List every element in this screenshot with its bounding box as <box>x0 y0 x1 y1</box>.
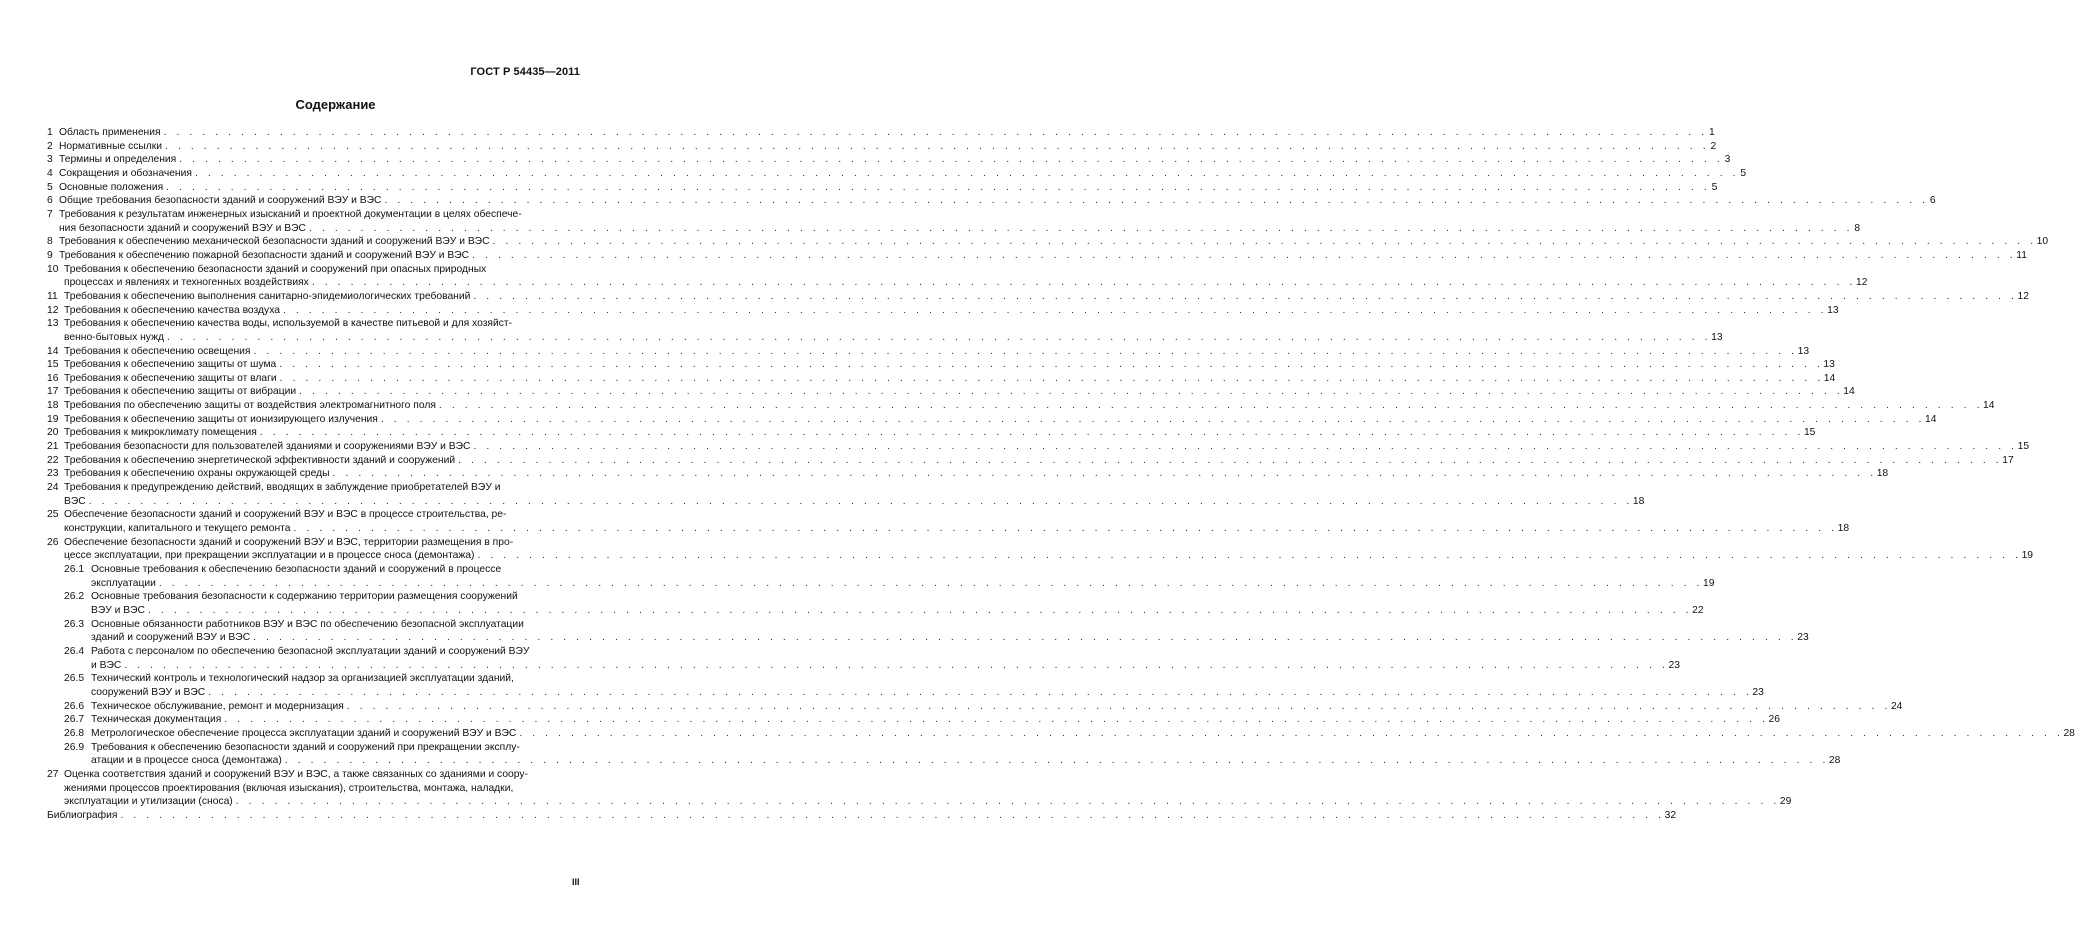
toc-entry-body <box>59 249 2027 263</box>
toc-entry-body <box>91 618 1809 645</box>
toc-entry-body <box>59 181 1718 195</box>
toc-entry-body <box>91 727 2075 741</box>
toc-entry[interactable] <box>47 167 1747 181</box>
toc-entry-page: 23 <box>1668 659 1680 671</box>
toc-entry-number: 26.2 <box>64 591 85 603</box>
toc-entry-line <box>64 413 1937 427</box>
dot-leader: . . . . . . . . . . . . . . . . . . . . . . . . . . . . . . . . . . . . . . . . . . . . . . . . . . . . . . . . . . . . . . . . . . . . . . . . . . . . . . . . . . . . . . . . . . . . . . . . . . . . . . . . . . . . . . . . . . . . . . . . <box>120 809 1665 821</box>
toc-entry-body <box>64 358 1835 372</box>
toc-entry-line <box>91 659 1680 673</box>
toc-entry-title: Требования к обеспечению безопасности зданий и сооружений при опасных природных <box>64 263 487 275</box>
dot-leader: . . . . . . . . . . . . . . . . . . . . . . . . . . . . . . . . . . . . . . . . . . . . . . . . . . . . . . . . . . . . . . . . . . . . . . . . . . . . . . . . . . . . . . . . . . . . . . . . . . . . . . . . . . . . . . . . . . . . . . . . <box>166 181 1711 193</box>
dot-leader: . . . . . . . . . . . . . . . . . . . . . . . . . . . . . . . . . . . . . . . . . . . . . . . . . . . . . . . . . . . . . . . . . . . . . . . . . . . . . . . . . . . . . . . . . . . . . . . . . . . . . . . . . . . . . . . . . . . . . . . . <box>148 604 1693 616</box>
toc-entry[interactable] <box>47 563 1715 590</box>
toc-entry[interactable] <box>47 413 1937 427</box>
toc-entry-line <box>91 713 1780 727</box>
toc-entry-title: Оценка соответствия зданий и сооружений ВЭУ и ВЭС, а также связанных со зданиями и соору- <box>64 768 528 780</box>
toc-entry-body <box>64 413 1937 427</box>
toc-entry-body <box>59 167 1747 181</box>
dot-leader: . . . . . . . . . . . . . . . . . . . . . . . . . . . . . . . . . . . . . . . . . . . . . . . . . . . . . . . . . . . . . . . . . . . . . . . . . . . . . . . . . . . . . . . . . . . . . . . . . . . . . . . . . . . . . . . . . . . . . . . . <box>458 454 2003 466</box>
toc-entry-title: Требования к обеспечению защиты от вибрации <box>64 386 297 398</box>
toc-entry-page: 13 <box>1711 331 1723 343</box>
toc-entry-page: 15 <box>2017 441 2030 453</box>
toc-entry-line <box>64 372 1836 386</box>
toc-entry-page: 14 <box>1843 386 1855 398</box>
toc-entry-title: Работа с персоналом по обеспечению безопасной эксплуатации зданий и сооружений ВЭУ <box>91 645 530 657</box>
toc-entry-line <box>91 563 583 577</box>
toc-bibliography[interactable] <box>47 809 1677 823</box>
toc-entry-title: Требования к результатам инженерных изысканий и проектной документации в целях обеспече- <box>59 208 522 220</box>
toc-entry-body <box>59 140 1717 154</box>
toc-entry[interactable] <box>47 467 1889 481</box>
toc-entry-body <box>64 454 2014 468</box>
toc-entry[interactable] <box>47 140 1717 154</box>
toc-entry-body <box>64 768 1792 809</box>
toc-entry-title: Требования к обеспечению защиты от ионизирующего излучения <box>64 413 378 425</box>
dot-leader: . . . . . . . . . . . . . . . . . . . . . . . . . . . . . . . . . . . . . . . . . . . . . . . . . . . . . . . . . . . . . . . . . . . . . . . . . . . . . . . . . . . . . . . . . . . . . . . . . . . . . . . . . . . . . . . . . . . . . . . . <box>477 550 2022 562</box>
toc-entry-title: Сокращения и обозначения <box>59 167 192 179</box>
toc-entry-line <box>64 358 1835 372</box>
toc-entry-number: 5 <box>47 181 53 193</box>
toc-entry-title: Требования к обеспечению механической безопасности зданий и сооружений ВЭУ и ВЭС <box>59 236 490 248</box>
toc-entry-number: 21 <box>47 441 59 453</box>
dot-leader: . . . . . . . . . . . . . . . . . . . . . . . . . . . . . . . . . . . . . . . . . . . . . . . . . . . . . . . . . . . . . . . . . . . . . . . . . . . . . . . . . . . . . . . . . . . . . . . . . . . . . . . . . . . . . . . . . . . . . . . . <box>163 127 1708 138</box>
toc-entry-number: 16 <box>47 372 59 384</box>
toc-entry-title: жениями процессов проектирования (включая изыскания), строительства, монтажа, наладки, <box>64 782 514 794</box>
toc-entry-page: 17 <box>2002 454 2014 466</box>
toc-entry-line <box>64 317 583 331</box>
toc-entry-line <box>64 782 583 796</box>
dot-leader: . . . . . . . . . . . . . . . . . . . . . . . . . . . . . . . . . . . . . . . . . . . . . . . . . . . . . . . . . . . . . . . . . . . . . . . . . . . . . . . . . . . . . . . . . . . . . . . . . . . . . . . . . . . . . . . . . . . . . . . . <box>279 372 1824 384</box>
toc-entry-line <box>91 604 1704 618</box>
toc-entry-line <box>64 385 1855 399</box>
toc-entry-title: ВЭУ и ВЭС <box>91 604 145 616</box>
toc-entry-body <box>64 290 2029 304</box>
toc-entry-body <box>91 700 1903 714</box>
toc-entry-line <box>64 345 1810 359</box>
dot-leader: . . . . . . . . . . . . . . . . . . . . . . . . . . . . . . . . . . . . . . . . . . . . . . . . . . . . . . . . . . . . . . . . . . . . . . . . . . . . . . . . . . . . . . . . . . . . . . . . . . . . . . . . . . . . . . . . . . . . . . . . <box>299 386 1844 398</box>
dot-leader: . . . . . . . . . . . . . . . . . . . . . . . . . . . . . . . . . . . . . . . . . . . . . . . . . . . . . . . . . . . . . . . . . . . . . . . . . . . . . . . . . . . . . . . . . . . . . . . . . . . . . . . . . . . . . . . . . . . . . . . . <box>384 195 1929 207</box>
toc-entry-page: 19 <box>2021 550 2034 562</box>
toc-entry[interactable] <box>47 263 1868 290</box>
toc-entry-page: 23 <box>1797 632 1809 644</box>
toc-entry-page: 28 <box>2063 727 2075 739</box>
toc-entry-line <box>59 181 1718 195</box>
toc-entry-title: эксплуатации и утилизации (сноса) <box>64 796 233 808</box>
toc-entry-title: Основные обязанности работников ВЭУ и ВЭС по обеспечению безопасной эксплуатации <box>91 618 524 630</box>
toc-entry-title: венно-бытовых нужд <box>64 331 164 343</box>
toc-entry[interactable] <box>47 727 2075 741</box>
toc-entry-line <box>64 495 1645 509</box>
toc-entry-title: Требования к предупреждению действий, вводящих в заблуждение приобретателей ВЭУ и <box>64 482 501 494</box>
toc-entry-line <box>64 522 1850 536</box>
page-number-footer: III <box>572 877 580 887</box>
toc-entry-line <box>64 467 1889 481</box>
toc-entry-body <box>59 194 1936 208</box>
toc-entry-page: 13 <box>1823 359 1835 371</box>
toc-entry-line <box>91 618 583 632</box>
toc-entry-number: 26.1 <box>64 564 85 575</box>
toc-entry-line <box>64 536 583 550</box>
toc-entry-body <box>64 426 1816 440</box>
toc-entry-number: 26.7 <box>64 714 85 726</box>
toc-entry-number: 26.8 <box>64 727 85 739</box>
toc-entry-body <box>64 399 1995 413</box>
toc-entry-title: Обеспечение безопасности зданий и сооружений ВЭУ и ВЭС в процессе строительства, ре- <box>64 509 507 521</box>
toc-entry[interactable] <box>47 249 2027 263</box>
toc-entry-title: ВЭС <box>64 495 86 507</box>
toc-entry-number: 8 <box>47 236 53 248</box>
dot-leader: . . . . . . . . . . . . . . . . . . . . . . . . . . . . . . . . . . . . . . . . . . . . . . . . . . . . . . . . . . . . . . . . . . . . . . . . . . . . . . . . . . . . . . . . . . . . . . . . . . . . . . . . . . . . . . . . . . . . . . . . <box>438 400 1984 412</box>
dot-leader: . . . . . . . . . . . . . . . . . . . . . . . . . . . . . . . . . . . . . . . . . . . . . . . . . . . . . . . . . . . . . . . . . . . . . . . . . . . . . . . . . . . . . . . . . . . . . . . . . . . . . . . . . . . . . . . . . . . . . . . . <box>380 413 1926 425</box>
toc-entry-body <box>91 741 1841 768</box>
dot-leader: . . . . . . . . . . . . . . . . . . . . . . . . . . . . . . . . . . . . . . . . . . . . . . . . . . . . . . . . . . . . . . . . . . . . . . . . . . . . . . . . . . . . . . . . . . . . . . . . . . . . . . . . . . . . . . . . . . . . . . . . <box>284 755 1829 767</box>
toc-entry-page: 14 <box>1823 372 1836 384</box>
toc-entry-number: 10 <box>47 263 59 275</box>
dot-leader: . . . . . . . . . . . . . . . . . . . . . . . . . . . . . . . . . . . . . . . . . . . . . . . . . . . . . . . . . . . . . . . . . . . . . . . . . . . . . . . . . . . . . . . . . . . . . . . . . . . . . . . . . . . . . . . . . . . . . . . . <box>208 686 1753 698</box>
toc-entry-number: 9 <box>47 249 53 261</box>
dot-leader: . . . . . . . . . . . . . . . . . . . . . . . . . . . . . . . . . . . . . . . . . . . . . . . . . . . . . . . . . . . . . . . . . . . . . . . . . . . . . . . . . . . . . . . . . . . . . . . . . . . . . . . . . . . . . . . . . . . . . . . . <box>308 222 1854 234</box>
toc-entry-line <box>91 645 583 659</box>
toc-entry-number: 15 <box>47 359 59 371</box>
toc-entry-page: 14 <box>1983 400 1995 412</box>
toc-entry[interactable] <box>47 454 2014 468</box>
toc-entry[interactable] <box>47 181 1718 195</box>
toc-entry-line <box>64 399 1995 413</box>
toc-entry-title: Требования по обеспечению защиты от воздействия электромагнитного поля <box>64 400 436 412</box>
toc-entry-body <box>59 153 1731 167</box>
toc-entry-number: 19 <box>47 413 59 425</box>
dot-leader: . . . . . . . . . . . . . . . . . . . . . . . . . . . . . . . . . . . . . . . . . . . . . . . . . . . . . . . . . . . . . . . . . . . . . . . . . . . . . . . . . . . . . . . . . . . . . . . . . . . . . . . . . . . . . . . . . . . . . . . . <box>311 277 1856 289</box>
toc-entry-title: ния безопасности зданий и сооружений ВЭУ и ВЭС <box>59 222 306 234</box>
toc-entry-title: Требования к обеспечению выполнения санитарно-эпидемиологических требований <box>64 290 471 302</box>
toc-entry[interactable] <box>47 440 2030 454</box>
toc-entry[interactable] <box>47 304 1839 318</box>
toc-entry-title: зданий и сооружений ВЭУ и ВЭС <box>91 632 251 644</box>
toc-entry-title: Требования к обеспечению энергетической эффективности зданий и сооружений <box>64 454 456 466</box>
dot-leader: . . . . . . . . . . . . . . . . . . . . . . . . . . . . . . . . . . . . . . . . . . . . . . . . . . . . . . . . . . . . . . . . . . . . . . . . . . . . . . . . . . . . . . . . . . . . . . . . . . . . . . . . . . . . . . . . . . . . . . . . <box>179 154 1724 166</box>
toc-entry[interactable] <box>47 399 1995 413</box>
toc-entry-body <box>64 372 1836 386</box>
toc-entry-line <box>64 440 2030 454</box>
toc-entry[interactable] <box>47 358 1835 372</box>
toc-entry-title: Основные требования безопасности к содержанию территории размещения сооружений <box>91 591 518 603</box>
standard-number: ГОСТ Р 54435—2011 <box>470 66 580 78</box>
toc-entry-page: 22 <box>1692 604 1704 616</box>
toc-entry[interactable] <box>47 290 2029 304</box>
toc-entry-number: 26.5 <box>64 673 85 685</box>
toc-entry-title: Требования к обеспечению охраны окружающей среды <box>64 468 330 480</box>
toc-entry-title: конструкции, капитального и текущего ремонта <box>64 523 291 535</box>
toc-entry[interactable] <box>47 426 1816 440</box>
dot-leader: . . . . . . . . . . . . . . . . . . . . . . . . . . . . . . . . . . . . . . . . . . . . . . . . . . . . . . . . . . . . . . . . . . . . . . . . . . . . . . . . . . . . . . . . . . . . . . . . . . . . . . . . . . . . . . . . . . . . . . . . <box>473 441 2018 453</box>
toc-entry-title: Термины и определения <box>59 154 177 166</box>
dot-leader: . . . . . . . . . . . . . . . . . . . . . . . . . . . . . . . . . . . . . . . . . . . . . . . . . . . . . . . . . . . . . . . . . . . . . . . . . . . . . . . . . . . . . . . . . . . . . . . . . . . . . . . . . . . . . . . . . . . . . . . . <box>492 236 2037 248</box>
toc-entry-page: 12 <box>1855 277 1868 289</box>
dot-leader: . . . . . . . . . . . . . . . . . . . . . . . . . . . . . . . . . . . . . . . . . . . . . . . . . . . . . . . . . . . . . . . . . . . . . . . . . . . . . . . . . . . . . . . . . . . . . . . . . . . . . . . . . . . . . . . . . . . . . . . . <box>165 140 1710 152</box>
toc-entry-page: 26 <box>1768 714 1780 726</box>
toc-entry-number: 22 <box>47 454 59 466</box>
toc-entry[interactable] <box>47 645 1680 672</box>
toc-entry-body <box>91 563 1715 590</box>
table-of-contents <box>47 126 2075 822</box>
toc-entry[interactable] <box>47 385 1855 399</box>
toc-entry-line <box>91 590 583 604</box>
toc-entry-line <box>64 508 583 522</box>
toc-entry-line <box>64 795 1792 809</box>
toc-entry-body <box>64 304 1839 318</box>
toc-entry-number: 26 <box>47 536 59 548</box>
toc-entry-line <box>91 631 1809 645</box>
toc-entry-line <box>59 222 1861 236</box>
toc-entry-body <box>64 385 1855 399</box>
toc-entry-number: 20 <box>47 427 59 439</box>
toc-entry-title: цессе эксплуатации, при прекращении эксплуатации и в процессе сноса (демонтажа) <box>64 550 475 562</box>
toc-entry-line <box>64 276 1868 290</box>
toc-entry-page: 10 <box>2036 236 2049 248</box>
toc-entry-body <box>64 467 1889 481</box>
toc-entry-title: Основные положения <box>59 181 164 193</box>
toc-entry[interactable] <box>47 741 1841 768</box>
toc-entry[interactable] <box>47 126 1715 140</box>
toc-entry-number: 18 <box>47 400 59 412</box>
toc-entry-page: 18 <box>1876 468 1889 480</box>
toc-entry[interactable] <box>47 672 1764 699</box>
toc-entry-title: Обеспечение безопасности зданий и сооружений ВЭУ и ВЭС, территории размещения в про- <box>64 536 514 548</box>
toc-entry[interactable] <box>47 713 1780 727</box>
toc-entry-title: Требования к обеспечению безопасности зданий и сооружений при прекращении эксплу- <box>91 741 520 753</box>
dot-leader: . . . . . . . . . . . . . . . . . . . . . . . . . . . . . . . . . . . . . . . . . . . . . . . . . . . . . . . . . . . . . . . . . . . . . . . . . . . . . . . . . . . . . . . . . . . . . . . . . . . . . . . . . . . . . . . . . . . . . . . . <box>279 359 1824 371</box>
toc-entry[interactable] <box>47 317 1723 344</box>
toc-entry-body <box>91 590 1704 617</box>
toc-entry-page: 3 <box>1724 154 1731 166</box>
toc-entry[interactable] <box>47 372 1836 386</box>
toc-entry-page: 5 <box>1740 167 1747 179</box>
toc-entry-body <box>64 481 1645 508</box>
dot-leader: . . . . . . . . . . . . . . . . . . . . . . . . . . . . . . . . . . . . . . . . . . . . . . . . . . . . . . . . . . . . . . . . . . . . . . . . . . . . . . . . . . . . . . . . . . . . . . . . . . . . . . . . . . . . . . . . . . . . . . . . <box>332 468 1877 480</box>
toc-entry-number: 1 <box>47 127 53 138</box>
toc-entry-title: Техническая документация <box>91 714 222 726</box>
toc-entry-number: 12 <box>47 304 59 316</box>
toc-entry[interactable] <box>47 194 1936 208</box>
toc-entry[interactable] <box>47 481 1645 508</box>
toc-entry-number: 24 <box>47 482 59 494</box>
toc-entry-page: 19 <box>1703 577 1715 589</box>
toc-entry-number: 2 <box>47 140 53 152</box>
toc-entry-page: 18 <box>1632 495 1645 507</box>
toc-entry-number: 26.3 <box>64 618 85 630</box>
toc-entry-number: 26.4 <box>64 645 85 657</box>
toc-entry-body <box>59 235 2049 249</box>
toc-entry-number: 13 <box>47 318 59 330</box>
toc-entry-title: Техническое обслуживание, ремонт и модернизация <box>91 700 344 712</box>
toc-entry-line <box>59 208 583 222</box>
toc-entry-line <box>59 235 2049 249</box>
toc-entry[interactable] <box>47 153 1731 167</box>
toc-entry-number: 26.6 <box>64 700 85 712</box>
toc-entry-page: 8 <box>1854 222 1861 234</box>
toc-entry-line <box>59 140 1717 154</box>
toc-entry-line <box>64 304 1839 318</box>
dot-leader: . . . . . . . . . . . . . . . . . . . . . . . . . . . . . . . . . . . . . . . . . . . . . . . . . . . . . . . . . . . . . . . . . . . . . . . . . . . . . . . . . . . . . . . . . . . . . . . . . . . . . . . . . . . . . . . . . . . . . . . . <box>473 290 2018 302</box>
toc-entry-line <box>64 454 2014 468</box>
toc-entry-number: 4 <box>47 167 53 179</box>
toc-entry-title: Общие требования безопасности зданий и сооружений ВЭУ и ВЭС <box>59 195 382 207</box>
toc-entry-page: 6 <box>1929 195 1936 207</box>
toc-entry-page: 13 <box>1797 345 1810 357</box>
dot-leader: . . . . . . . . . . . . . . . . . . . . . . . . . . . . . . . . . . . . . . . . . . . . . . . . . . . . . . . . . . . . . . . . . . . . . . . . . . . . . . . . . . . . . . . . . . . . . . . . . . . . . . . . . . . . . . . . . . . . . . . . <box>253 345 1798 357</box>
toc-entry-line <box>59 153 1731 167</box>
toc-entry-number: 14 <box>47 345 59 357</box>
toc-entry-line <box>91 672 583 686</box>
dot-leader: . . . . . . . . . . . . . . . . . . . . . . . . . . . . . . . . . . . . . . . . . . . . . . . . . . . . . . . . . . . . . . . . . . . . . . . . . . . . . . . . . . . . . . . . . . . . . . . . . . . . . . . . . . . . . . . . . . . . . . . . <box>472 249 2017 261</box>
toc-entry-page: 24 <box>1890 700 1903 712</box>
toc-entry-title: Требования к обеспечению защиты от влаги <box>64 372 277 384</box>
toc-entry-title: эксплуатации <box>91 577 156 589</box>
toc-entry-title: процессах и явлениях и техногенных воздействиях <box>64 277 309 289</box>
toc-entry-title: и ВЭС <box>91 659 122 671</box>
toc-entry-line <box>91 577 1715 591</box>
toc-entry-body <box>64 317 1723 344</box>
toc-entry[interactable] <box>47 208 1861 235</box>
toc-entry-title: атации и в процессе сноса (демонтажа) <box>91 755 282 767</box>
toc-entry-page: 15 <box>1803 427 1816 439</box>
toc-entry-line <box>64 481 583 495</box>
toc-entry-page: 13 <box>1827 304 1839 316</box>
toc-entry-body <box>91 645 1680 672</box>
toc-entry-line <box>64 768 583 782</box>
toc-entry-page: 23 <box>1752 686 1764 698</box>
toc-entry-page: 29 <box>1779 796 1792 808</box>
toc-entry[interactable] <box>47 235 2049 249</box>
bibliography-label: Библиография <box>47 809 118 821</box>
dot-leader: . . . . . . . . . . . . . . . . . . . . . . . . . . . . . . . . . . . . . . . . . . . . . . . . . . . . . . . . . . . . . . . . . . . . . . . . . . . . . . . . . . . . . . . . . . . . . . . . . . . . . . . . . . . . . . . . . . . . . . . . <box>293 523 1838 535</box>
toc-entry[interactable] <box>47 768 1792 809</box>
toc-entry-number: 11 <box>47 290 58 302</box>
toc-entry-title: Требования к обеспечению освещения <box>64 345 251 357</box>
toc-entry-page: 18 <box>1837 523 1850 535</box>
toc-entry-page: 1 <box>1708 127 1715 138</box>
toc-entry-body <box>64 508 1850 535</box>
toc-entry-title: Основные требования к обеспечению безопасности зданий и сооружений в процессе <box>91 564 502 575</box>
toc-entry-body <box>91 713 1780 727</box>
dot-leader: . . . . . . . . . . . . . . . . . . . . . . . . . . . . . . . . . . . . . . . . . . . . . . . . . . . . . . . . . . . . . . . . . . . . . . . . . . . . . . . . . . . . . . . . . . . . . . . . . . . . . . . . . . . . . . . . . . . . . . . . <box>253 632 1798 644</box>
toc-entry-number: 3 <box>47 154 53 166</box>
dot-leader: . . . . . . . . . . . . . . . . . . . . . . . . . . . . . . . . . . . . . . . . . . . . . . . . . . . . . . . . . . . . . . . . . . . . . . . . . . . . . . . . . . . . . . . . . . . . . . . . . . . . . . . . . . . . . . . . . . . . . . . . <box>282 304 1828 316</box>
toc-entry-title: сооружений ВЭУ и ВЭС <box>91 686 206 698</box>
toc-entry-line <box>64 549 2034 563</box>
toc-entry-body <box>59 126 1715 140</box>
toc-entry-title: Нормативные ссылки <box>59 140 163 152</box>
dot-leader: . . . . . . . . . . . . . . . . . . . . . . . . . . . . . . . . . . . . . . . . . . . . . . . . . . . . . . . . . . . . . . . . . . . . . . . . . . . . . . . . . . . . . . . . . . . . . . . . . . . . . . . . . . . . . . . . . . . . . . . . <box>88 495 1633 507</box>
toc-entry-page: 14 <box>1925 413 1937 425</box>
toc-entry-number: 6 <box>47 195 53 207</box>
dot-leader: . . . . . . . . . . . . . . . . . . . . . . . . . . . . . . . . . . . . . . . . . . . . . . . . . . . . . . . . . . . . . . . . . . . . . . . . . . . . . . . . . . . . . . . . . . . . . . . . . . . . . . . . . . . . . . . . . . . . . . . . <box>224 714 1769 726</box>
toc-entry-page: 5 <box>1711 181 1718 193</box>
toc-entry-line <box>59 249 2027 263</box>
toc-entry-page: 12 <box>2017 290 2029 302</box>
toc-entry-body <box>64 263 1868 290</box>
toc-entry-line <box>59 167 1747 181</box>
dot-leader: . . . . . . . . . . . . . . . . . . . . . . . . . . . . . . . . . . . . . . . . . . . . . . . . . . . . . . . . . . . . . . . . . . . . . . . . . . . . . . . . . . . . . . . . . . . . . . . . . . . . . . . . . . . . . . . . . . . . . . . . <box>166 331 1712 343</box>
page-title: Содержание <box>295 97 376 112</box>
toc-entry[interactable] <box>47 618 1809 645</box>
dot-leader: . . . . . . . . . . . . . . . . . . . . . . . . . . . . . . . . . . . . . . . . . . . . . . . . . . . . . . . . . . . . . . . . . . . . . . . . . . . . . . . . . . . . . . . . . . . . . . . . . . . . . . . . . . . . . . . . . . . . . . . . <box>158 577 1704 589</box>
toc-entry[interactable] <box>47 508 1850 535</box>
dot-leader: . . . . . . . . . . . . . . . . . . . . . . . . . . . . . . . . . . . . . . . . . . . . . . . . . . . . . . . . . . . . . . . . . . . . . . . . . . . . . . . . . . . . . . . . . . . . . . . . . . . . . . . . . . . . . . . . . . . . . . . . <box>259 427 1804 439</box>
toc-entry-line <box>59 126 1715 140</box>
toc-entry-line <box>64 263 583 277</box>
dot-leader: . . . . . . . . . . . . . . . . . . . . . . . . . . . . . . . . . . . . . . . . . . . . . . . . . . . . . . . . . . . . . . . . . . . . . . . . . . . . . . . . . . . . . . . . . . . . . . . . . . . . . . . . . . . . . . . . . . . . . . . . <box>124 659 1669 671</box>
dot-leader: . . . . . . . . . . . . . . . . . . . . . . . . . . . . . . . . . . . . . . . . . . . . . . . . . . . . . . . . . . . . . . . . . . . . . . . . . . . . . . . . . . . . . . . . . . . . . . . . . . . . . . . . . . . . . . . . . . . . . . . . <box>194 167 1740 179</box>
toc-entry-number: 25 <box>47 509 59 521</box>
toc-entry-line <box>91 727 2075 741</box>
dot-leader: . . . . . . . . . . . . . . . . . . . . . . . . . . . . . . . . . . . . . . . . . . . . . . . . . . . . . . . . . . . . . . . . . . . . . . . . . . . . . . . . . . . . . . . . . . . . . . . . . . . . . . . . . . . . . . . . . . . . . . . . <box>519 727 2064 739</box>
toc-entry-line <box>64 331 1723 345</box>
toc-entry-page: 28 <box>1828 755 1841 767</box>
toc-entry-title: Требования к обеспечению пожарной безопасности зданий и сооружений ВЭУ и ВЭС <box>59 249 470 261</box>
toc-entry-body <box>64 536 2034 563</box>
toc-entry-line <box>59 194 1936 208</box>
toc-entry-title: Требования безопасности для пользователей зданиями и сооружениями ВЭУ и ВЭС <box>64 441 471 453</box>
toc-entry-number: 27 <box>47 768 59 780</box>
toc-entry-line <box>64 290 2029 304</box>
toc-entry-title: Требования к обеспечению качества воды, используемой в качестве питьевой и для хозяйст- <box>64 318 513 330</box>
toc-entry-line <box>64 426 1816 440</box>
toc-entry-line <box>91 754 1841 768</box>
toc-entry-title: Технический контроль и технологический надзор за организацией эксплуатации зданий, <box>91 673 514 685</box>
toc-entry-title: Требования к обеспечению защиты от шума <box>64 359 277 371</box>
toc-entry-page: 2 <box>1710 140 1717 152</box>
dot-leader: . . . . . . . . . . . . . . . . . . . . . . . . . . . . . . . . . . . . . . . . . . . . . . . . . . . . . . . . . . . . . . . . . . . . . . . . . . . . . . . . . . . . . . . . . . . . . . . . . . . . . . . . . . . . . . . . . . . . . . . . <box>346 700 1891 712</box>
toc-entry-title: Требования к микроклимату помещения <box>64 427 257 439</box>
toc-entry[interactable] <box>47 536 2034 563</box>
toc-entry-body <box>59 208 1861 235</box>
toc-entry-number: 7 <box>47 208 53 220</box>
toc-entry-title: Область применения <box>59 127 161 138</box>
toc-entry[interactable] <box>47 590 1704 617</box>
toc-entry-line <box>91 741 583 755</box>
toc-entry-line <box>91 700 1903 714</box>
toc-entry-title: Требования к обеспечению качества воздуха <box>64 304 280 316</box>
bibliography-page: 32 <box>1664 809 1677 821</box>
toc-entry[interactable] <box>47 700 1903 714</box>
toc-entry-title: Метрологическое обеспечение процесса эксплуатации зданий и сооружений ВЭУ и ВЭС <box>91 727 517 739</box>
toc-entry-number: 17 <box>47 386 59 398</box>
toc-entry-body <box>64 440 2030 454</box>
toc-entry-line <box>91 686 1764 700</box>
dot-leader: . . . . . . . . . . . . . . . . . . . . . . . . . . . . . . . . . . . . . . . . . . . . . . . . . . . . . . . . . . . . . . . . . . . . . . . . . . . . . . . . . . . . . . . . . . . . . . . . . . . . . . . . . . . . . . . . . . . . . . . . <box>235 796 1780 808</box>
toc-entry-body <box>91 672 1764 699</box>
toc-entry-body <box>64 345 1810 359</box>
toc-entry-page: 11 <box>2016 249 2027 261</box>
toc-entry-number: 26.9 <box>64 741 85 753</box>
toc-entry-number: 23 <box>47 468 59 480</box>
toc-entry[interactable] <box>47 345 1810 359</box>
